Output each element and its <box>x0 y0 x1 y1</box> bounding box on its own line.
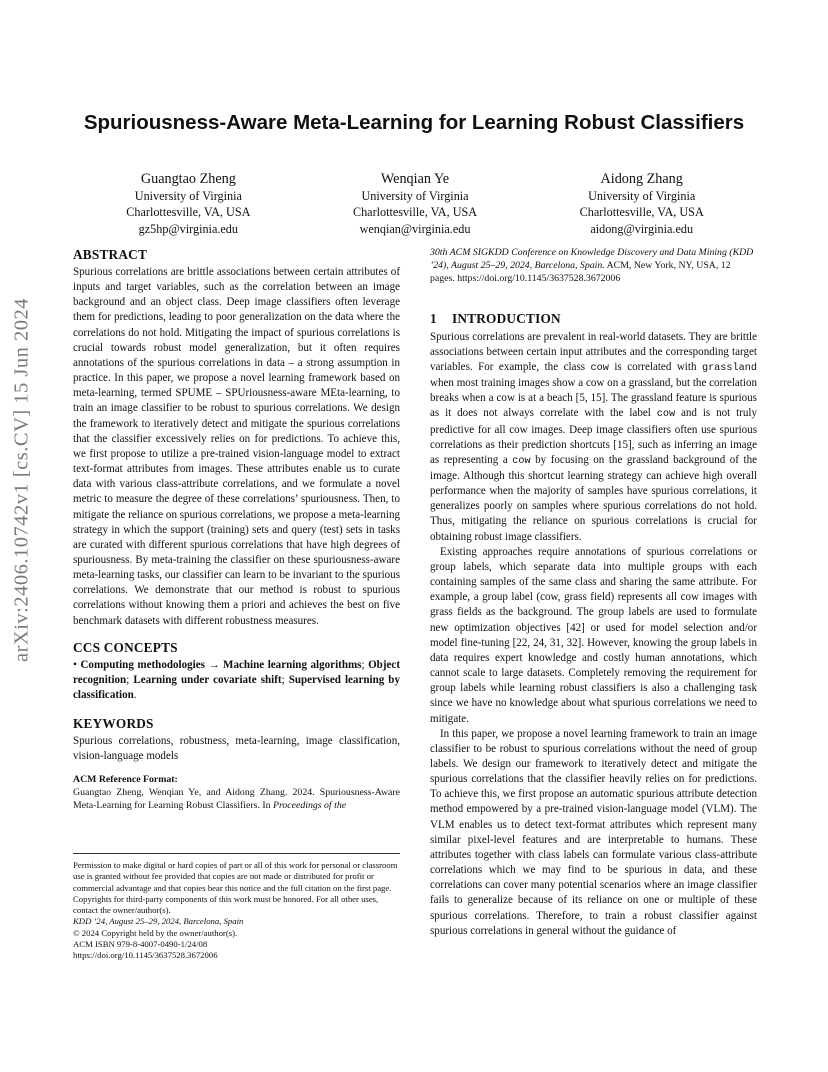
ccs-end: . <box>133 689 137 702</box>
arxiv-id: arXiv:2406.10742v1 [cs.CV] 15 Jun 2024 <box>10 297 33 663</box>
introduction-heading <box>430 310 757 327</box>
abstract-heading: ABSTRACT <box>73 247 148 262</box>
isbn-text: ACM ISBN 979-8-4007-0490-1/24/08 <box>73 939 208 950</box>
conference-note-italic: 30th ACM SIGKDD Conference on Knowledge Discovery and Data Mining (KDD ’24), August 25–29, 2024, Barcelona, Spain. <box>430 247 754 272</box>
ccs-bullet: • <box>73 658 77 671</box>
author-location: Charlottesville, VA, USA <box>352 205 478 220</box>
venue-text: KDD ’24, August 25–29, 2024, Barcelona, Spain <box>73 916 244 927</box>
code-cow: cow <box>512 455 531 467</box>
code-grassland: grassland <box>701 362 757 374</box>
ccs-heading: CCS CONCEPTS <box>73 639 178 655</box>
copyright-footnote <box>73 853 400 962</box>
author-location: Charlottesville, VA, USA <box>126 205 251 220</box>
author-affiliation: University of Virginia <box>134 189 242 203</box>
right-column <box>430 246 757 939</box>
doi-link[interactable]: https://doi.org/10.1145/3637528.3672006 <box>73 950 218 961</box>
section-number: 1 <box>430 310 437 326</box>
keywords-heading: KEYWORDS <box>73 716 154 732</box>
ccs-separator: ; <box>281 673 289 686</box>
author-location: Charlottesville, VA, USA <box>579 205 704 220</box>
ccs-concept-3: Learning under covariate shift <box>133 673 282 686</box>
intro-paragraph-3: In this paper, we propose a novel learning framework to train an image classifier to be robust to spurious correlations without the need of group labels. We design our framework to iteratively detect and mitigate the spurious correlations that the classifier heavily relies on for predictions. To achieve this, we first propose an automatic spurious attribute detection method empowered by a pre-trained vision-language model (VLM). The VLM enables us to detect text-format attributes which represent many similar pixel-level features and are interpretable to humans. These attributes together with class labels can formulate various class-attribute correlations which we may find to be spurious in data, and these correlations can cover many potential scenarios where an image classifier fails to generalize because of its reliance on one or multiple of these spurious correlations. Therefore, to train a robust classifier against spurious correlations in general without the guidance of <box>430 727 757 937</box>
text-run: by focusing on the grassland background of the image. Although this shortcut learning strategy can achieve high overall performance when the majority of samples have spurious correlations, it generalizes poorly on samples where spurious correlations do not hold. Thus, mitigating the reliance on spurious correlations is crucial for obtaining robust image classifiers. <box>430 453 758 543</box>
left-column <box>73 246 400 812</box>
conference-note <box>430 246 757 286</box>
acm-reference-text <box>73 786 400 812</box>
paper-title: Spuriousness-Aware Meta-Learning for Learning Robust Classifiers <box>83 111 745 134</box>
ccs-separator: ; <box>361 658 369 671</box>
author-affiliation: University of Virginia <box>588 189 696 203</box>
acm-reference-heading: ACM Reference Format: <box>73 773 178 785</box>
permission-text: Permission to make digital or hard copies of part or all of this work for personal or classroom use is granted without fee provided that copies are not made or distributed for profit or commercial advantage and that copies bear this notice and the full citation on the first page. Copyrights for third-party components of this work must be honored. For all other uses, contact the owner/author(s). <box>73 860 398 916</box>
ccs-concept-2: Object recognition <box>73 658 400 686</box>
ccs-text <box>73 658 400 703</box>
author-1 <box>75 170 302 237</box>
author-email: aidong@virginia.edu <box>590 221 694 236</box>
footnote-rule <box>73 853 400 854</box>
author-name: Aidong Zhang <box>600 171 683 187</box>
acm-reference-italic: Proceedings of the <box>272 799 347 811</box>
text-run: is correlated with <box>608 360 702 373</box>
code-cow: cow <box>656 409 676 421</box>
author-3 <box>528 170 755 237</box>
intro-paragraph-2: Existing approaches require annotations of spurious correlations or group labels, which separate data into multiple groups with each containing samples of the same class and sharing the same attribute. For example, a group label (cow, grass field) represents all cow images with grass fields as the background. The group labels are used to formulate new optimization objectives [42] or used for model selection and/or model fine-tuning [22, 24, 31, 32]. However, knowing the group labels in data requires expert knowledge and costly human annotations, which cannot scale to large datasets. Completely removing the requirement for group labels while learning robust classifiers is also a challenging task since we have no knowledge about what spurious correlations we need to mitigate. <box>430 545 757 725</box>
ccs-concept-4: Supervised learning by classification <box>73 673 400 702</box>
keywords-text: Spurious correlations, robustness, meta-learning, image classification, vision-language models <box>73 735 400 763</box>
author-block <box>75 170 755 237</box>
intro-paragraph-1 <box>430 330 757 545</box>
code-cow: cow <box>590 362 609 374</box>
ccs-concept-1: Computing methodologies → Machine learning algorithms <box>80 658 362 671</box>
section-title: INTRODUCTION <box>452 310 561 326</box>
author-name: Guangtao Zheng <box>140 171 236 187</box>
copyright-text: © 2024 Copyright held by the owner/author(s). <box>73 927 238 938</box>
author-email: wenqian@virginia.edu <box>359 221 471 236</box>
conference-note-rest: ACM, New York, NY, USA, 12 pages. https://doi.org/10.1145/3637528.3672006 <box>430 260 731 285</box>
author-2 <box>302 170 529 237</box>
acm-reference-body: Guangtao Zheng, Wenqian Ye, and Aidong Zhang. 2024. Spuriousness-Aware Meta-Learning for Learning Robust Classifiers. In <box>73 786 400 811</box>
author-email: gz5hp@virginia.edu <box>138 221 238 236</box>
author-name: Wenqian Ye <box>380 171 450 187</box>
author-affiliation: University of Virginia <box>361 189 469 203</box>
ccs-separator: ; <box>126 673 134 686</box>
text-run: and is not truly predictive for all cow images. Deep image classifiers often use spurious correlations as their prediction shortcuts [15], such as inferring an image as representing a <box>430 407 757 466</box>
abstract-text: Spurious correlations are brittle associations between certain attributes of inputs and target variables, such as the correlation between an image background and an object class. Deep image classifiers often leverage them for predictions, leading to poor generalization on the data where the correlations do not hold. Mitigating the impact of spurious correlations is crucial towards robust model generalization, but it often requires annotations of the spurious correlations in data – a strong assumption in practice. In this paper, we propose a novel learning framework based on meta-learning, termed SPUME – SPUriousness-aware MEta-learning, to train an image classifier to be robust to spurious correlations. We design the framework to iteratively detect and mitigate the spurious correlations that the classifier excessively relies on for predictions. To achieve this, we first propose to utilize a pre-trained vision-language model to extract text-format attributes from images. These attributes enable us to curate data with various class-attribute correlations, and we formulate a novel metric to measure the degree of these correlations’ spuriousness. Then, to mitigate the reliance on spurious correlations, we propose a meta-learning strategy in which the support (training) sets and query (test) sets in tasks are curated with different spurious correlations that have high degrees of spuriousness. By meta-training the classifier on these spuriousness-aware meta-learning tasks, our classifier can learn to be invariant to the spurious correlations. We demonstrate that our method is robust to spurious correlations without knowing them a priori and achieves the best on five benchmark datasets with different robustness measures. <box>73 266 400 627</box>
text-run: Spurious correlations are prevalent in real-world datasets. They are brittle associations between certain input attributes and the corresponding target variables. For example, the class <box>430 330 757 373</box>
text-run: when most training images show a cow on a grassland, but the correlation breaks when a cow is at a beach [5, 15]. The grassland feature is spurious as it does not always correlate with the label <box>430 377 757 420</box>
